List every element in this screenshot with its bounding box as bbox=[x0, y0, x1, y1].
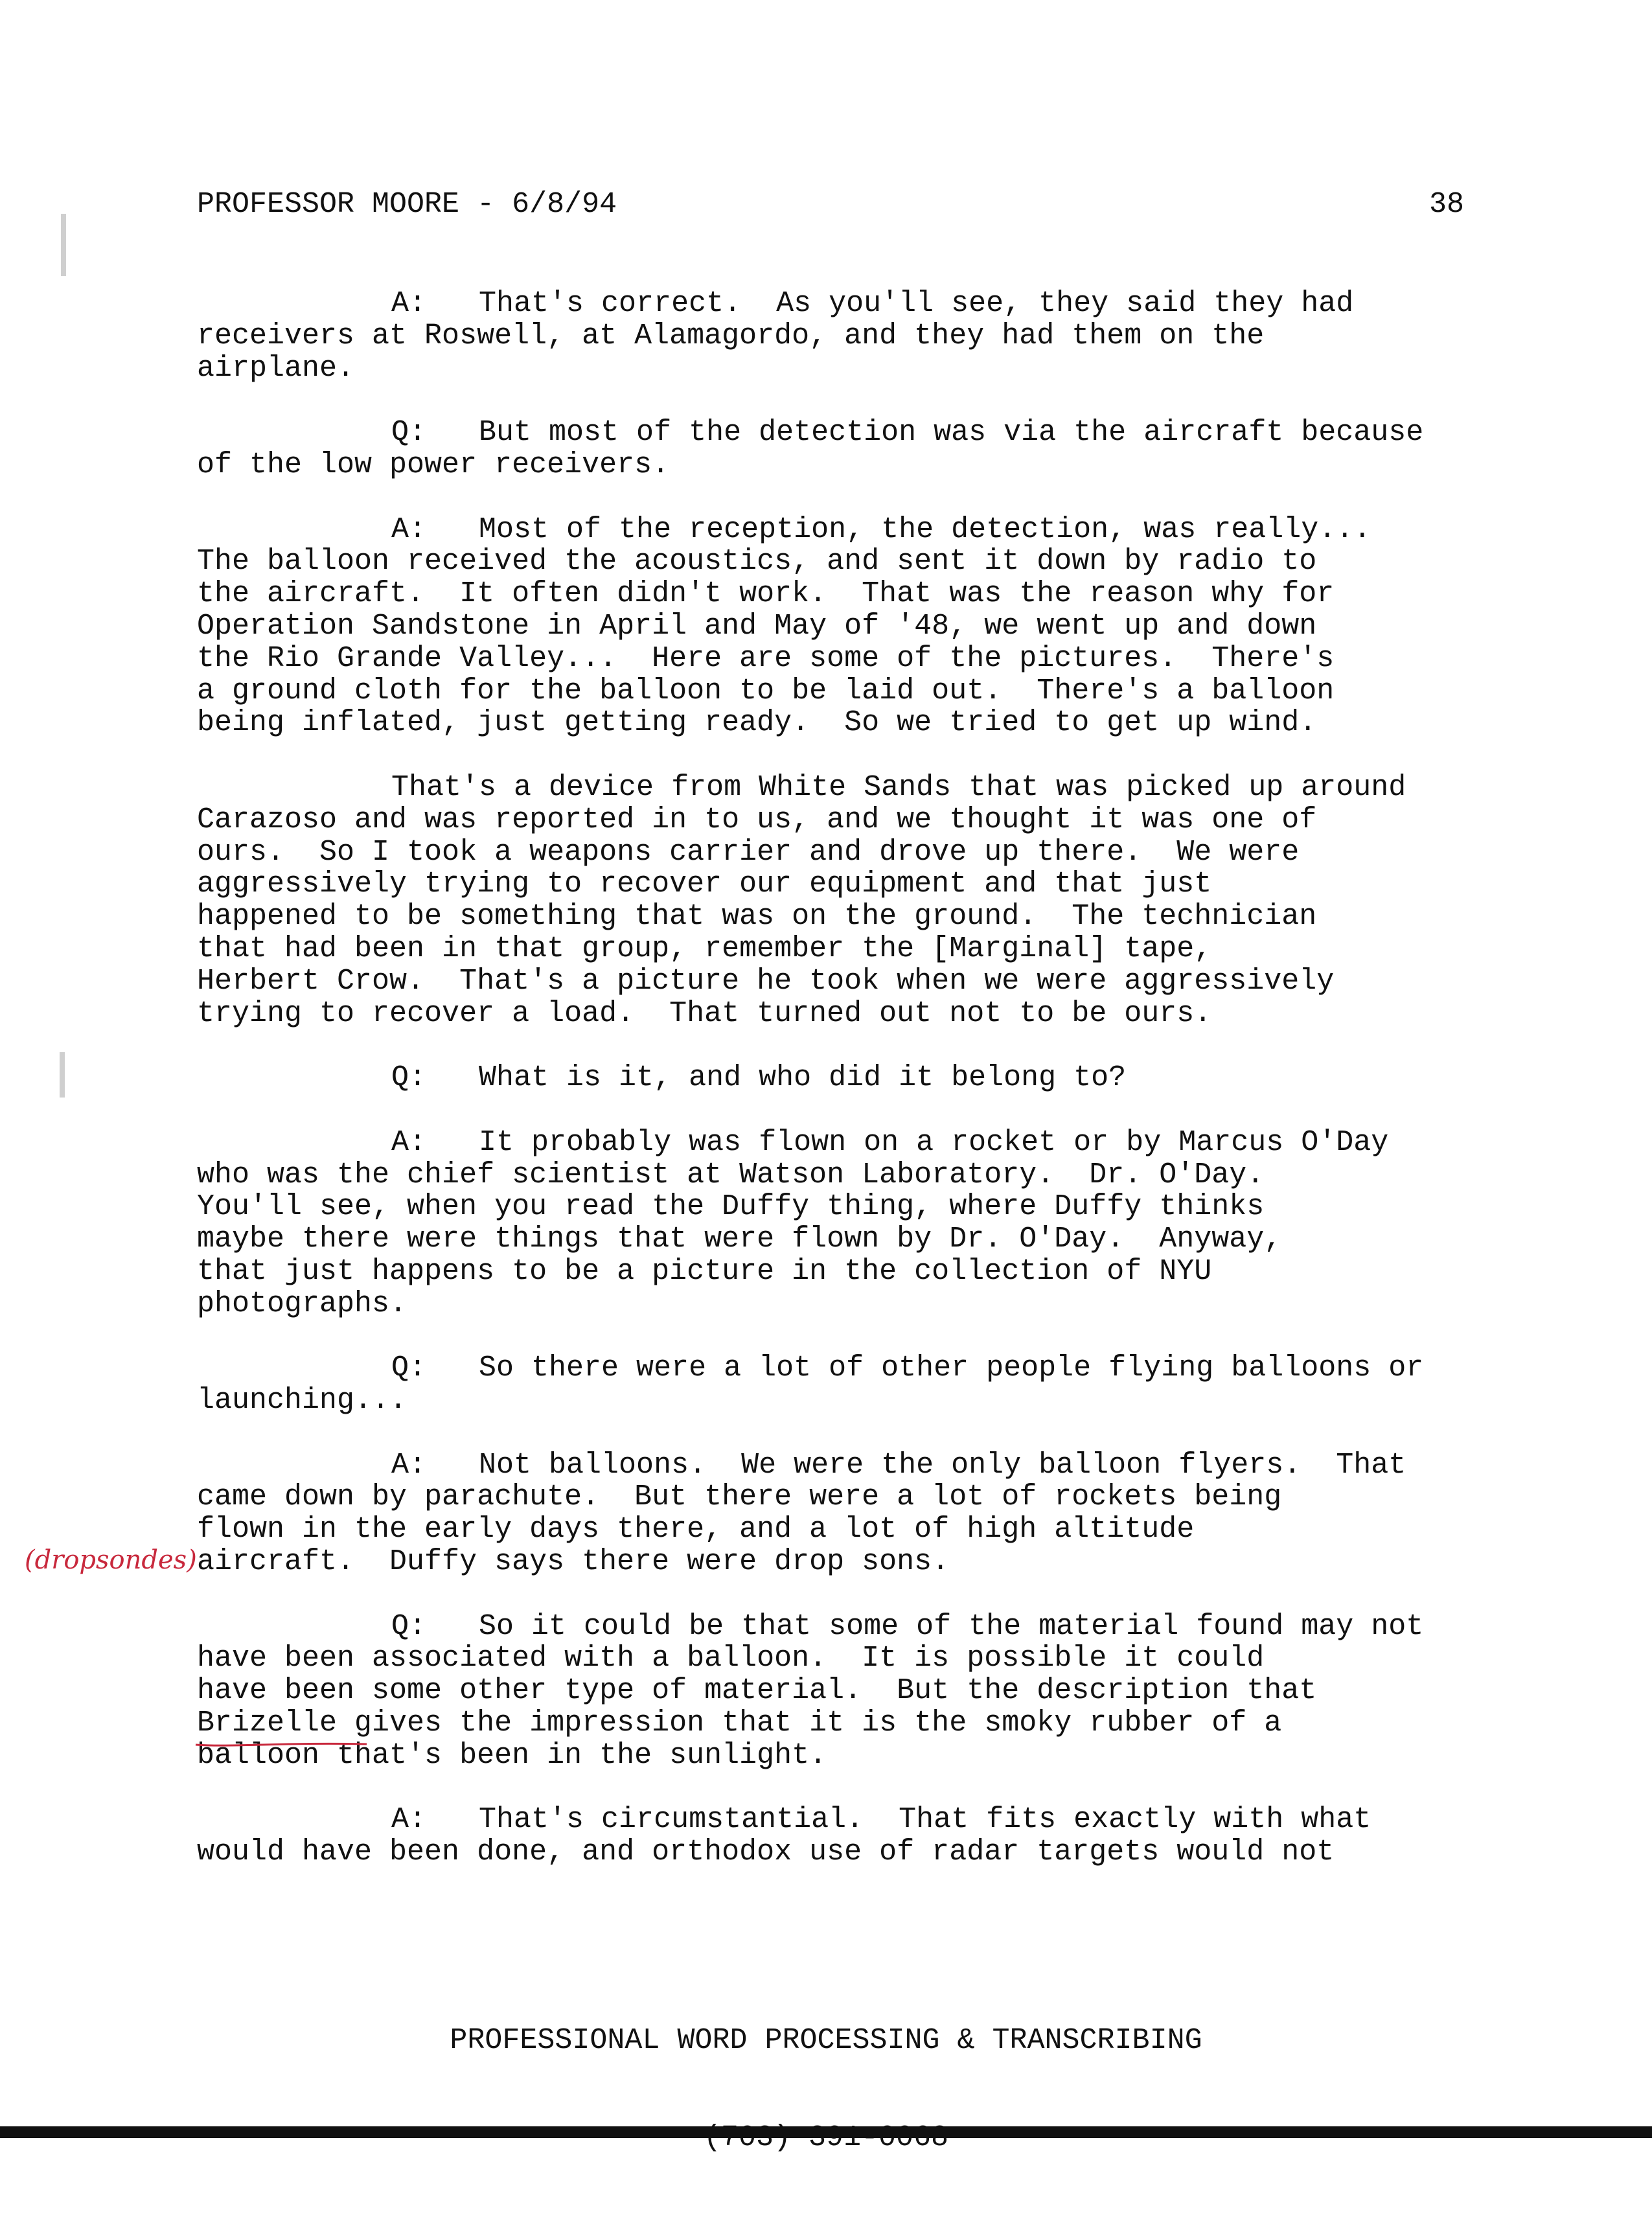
transcript-line: A: That's circumstantial. That fits exactly with what bbox=[391, 1803, 1371, 1837]
transcript-line: That's a device from White Sands that was picked up around bbox=[391, 770, 1406, 804]
transcript-line: receivers at Roswell, at Alamagordo, and they had them on the bbox=[197, 319, 1265, 352]
transcript-line: aggressively trying to recover our equipment and that just bbox=[197, 868, 1212, 901]
transcript-line: The balloon received the acoustics, and sent it down by radio to bbox=[197, 545, 1317, 579]
transcript-line: launching... bbox=[197, 1384, 407, 1418]
transcript-paragraph bbox=[197, 1804, 1480, 1868]
page-number: 38 bbox=[1428, 188, 1464, 221]
transcript-line: of the low power receivers. bbox=[197, 448, 670, 481]
handwritten-margin-note: (dropsondes) bbox=[25, 1545, 197, 1575]
transcript-line: who was the chief scientist at Watson Laboratory. Dr. O'Day. bbox=[197, 1158, 1265, 1191]
transcript-line: aircraft. Duffy says there were drop sons. bbox=[197, 1545, 950, 1579]
transcript-line: have been associated with a balloon. It is possible it could bbox=[197, 1642, 1265, 1675]
footer-company: PROFESSIONAL WORD PROCESSING & TRANSCRIBING bbox=[450, 2024, 1202, 2057]
transcript-line: photographs. bbox=[197, 1287, 407, 1320]
transcript-paragraph bbox=[197, 417, 1480, 481]
transcript-paragraph bbox=[197, 1449, 1480, 1578]
transcript-line: Operation Sandstone in April and May of '48, we went up and down bbox=[197, 609, 1317, 643]
transcript-line: would have been done, and orthodox use of radar targets would not bbox=[197, 1835, 1335, 1869]
transcript-paragraph bbox=[197, 772, 1480, 1029]
transcript-line: You'll see, when you read the Duffy thing, where Duffy thinks bbox=[197, 1190, 1265, 1224]
transcript-line: happened to be something that was on the ground. The technician bbox=[197, 900, 1317, 934]
transcript-line: balloon that's been in the sunlight. bbox=[197, 1738, 827, 1772]
transcript-body bbox=[197, 288, 1480, 1901]
transcript-line: have been some other type of material. But the description that bbox=[197, 1674, 1317, 1708]
page-footer bbox=[0, 1960, 1652, 2219]
transcript-line: the Rio Grande Valley... Here are some of the pictures. There's bbox=[197, 641, 1335, 675]
transcript-line: Q: What is it, and who did it belong to? bbox=[391, 1061, 1127, 1095]
scan-artifact-middle bbox=[60, 1052, 65, 1098]
transcript-line: maybe there were things that were flown by Dr. O'Day. Anyway, bbox=[197, 1223, 1282, 1256]
transcript-line: Brizelle gives the impression that it is the smoky rubber of a bbox=[197, 1707, 1282, 1740]
transcript-line: Carazoso and was reported in to us, and we thought it was one of bbox=[197, 803, 1317, 836]
transcript-line: a ground cloth for the balloon to be laid out. There's a balloon bbox=[197, 674, 1335, 707]
page-header-title: PROFESSOR MOORE - 6/8/94 bbox=[197, 188, 617, 221]
transcript-line: being inflated, just getting ready. So we tried to get up wind. bbox=[197, 706, 1317, 740]
transcript-line: the aircraft. It often didn't work. That was the reason why for bbox=[197, 577, 1335, 611]
transcript-line: flown in the early days there, and a lot of high altitude bbox=[197, 1513, 1195, 1546]
transcript-line: trying to recover a load. That turned out not to be ours. bbox=[197, 996, 1212, 1030]
transcript-paragraph bbox=[197, 1352, 1480, 1417]
transcript-line: A: Most of the reception, the detection, was really... bbox=[391, 512, 1371, 546]
transcript-paragraph bbox=[197, 1611, 1480, 1772]
transcript-paragraph bbox=[197, 514, 1480, 740]
scan-bottom-edge bbox=[0, 2126, 1652, 2138]
transcript-line: came down by parachute. But there were a lot of rockets being bbox=[197, 1480, 1282, 1514]
transcript-line: A: That's correct. As you'll see, they said they had bbox=[391, 287, 1354, 320]
transcript-line: A: It probably was flown on a rocket or by Marcus O'Day bbox=[391, 1125, 1389, 1159]
transcript-line: airplane. bbox=[197, 351, 355, 385]
scan-artifact-top bbox=[61, 214, 66, 276]
transcript-line: that had been in that group, remember the [Marginal] tape, bbox=[197, 932, 1212, 965]
transcript-line: that just happens to be a picture in the collection of NYU bbox=[197, 1254, 1212, 1288]
transcript-paragraph bbox=[197, 1127, 1480, 1320]
transcript-line: Herbert Crow. That's a picture he took when we were aggressively bbox=[197, 964, 1335, 998]
handwritten-underline bbox=[194, 1738, 368, 1751]
transcript-line: Q: So there were a lot of other people flying balloons or bbox=[391, 1351, 1424, 1385]
transcript-line: ours. So I took a weapons carrier and drove up there. We were bbox=[197, 835, 1300, 869]
transcript-paragraph bbox=[197, 1062, 1480, 1094]
paragraph-list bbox=[197, 288, 1480, 1868]
transcript-line: Q: So it could be that some of the material found may not bbox=[391, 1609, 1424, 1643]
transcript-paragraph bbox=[197, 288, 1480, 384]
transcript-line: Q: But most of the detection was via the aircraft because bbox=[391, 416, 1424, 450]
transcript-line: A: Not balloons. We were the only balloon flyers. That bbox=[391, 1448, 1406, 1482]
